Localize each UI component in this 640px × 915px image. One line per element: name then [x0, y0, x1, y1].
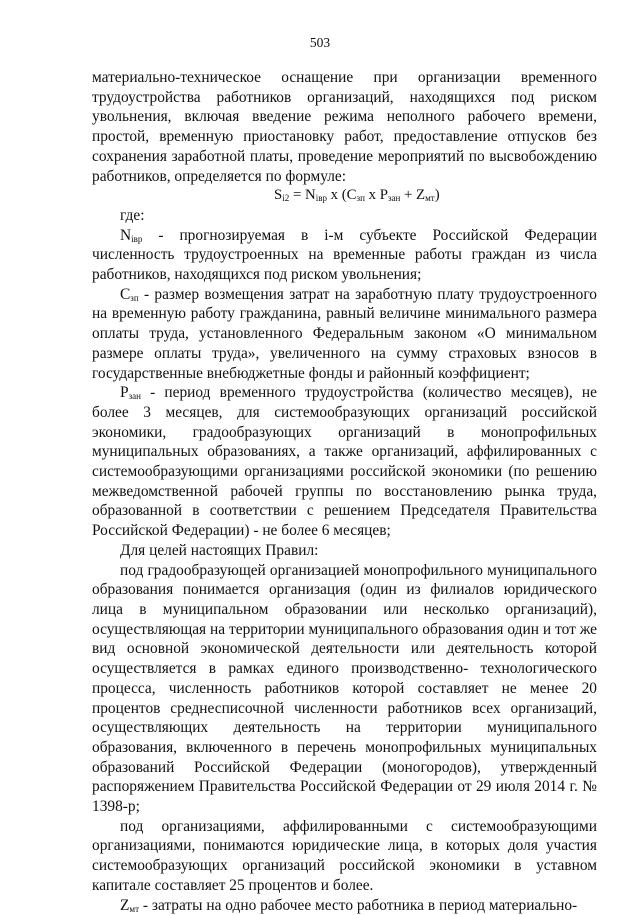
def-n-symbol: N [120, 226, 132, 244]
formula-z-sub: мт [425, 193, 435, 204]
definition-n [92, 226, 597, 285]
rules-intro: Для целей настоящих Правил: [120, 541, 319, 559]
formula [92, 186, 597, 206]
def-p-sub: зан [128, 391, 141, 402]
formula-mid3: + Z [400, 187, 426, 204]
formula-mid2: x P [364, 187, 388, 204]
def-z-symbol: Z [120, 896, 130, 914]
definition-c [92, 285, 597, 384]
formula-mid1: x (C [326, 187, 357, 204]
def-c-text: - размер возмещения затрат на заработную плату трудоустроенного на временную работу гражданина, равный величине минимального размера оплаты труда, установленного Федеральным законом «О минимальном размере оплаты труда», увеличенного на сумму страховых взносов в государственные внебюджетные фонды и районный коэффициент; [92, 285, 597, 382]
def-c-sub: зп [130, 292, 139, 303]
formula-eq: = N [289, 187, 316, 204]
formula-lhs-sub: i2 [282, 193, 290, 204]
def-c-symbol: C [120, 285, 131, 303]
formula-end: ) [434, 187, 440, 204]
def-n-text: - прогнозируемая в i-м субъекте Российской Федерации численность трудоустроенных на временные работы граждан из числа работников, находящихся под риском увольнения; [92, 226, 597, 284]
def-p-symbol: P [120, 384, 129, 402]
def-z-text: - затраты на одно рабочее место работника в период материально- [139, 896, 578, 914]
def-z-sub: мт [129, 903, 140, 914]
page-number: 503 [309, 35, 331, 50]
definition-z [92, 896, 597, 915]
def-n-sub: iвр [131, 233, 143, 244]
definition-p [92, 383, 597, 541]
where-label: где: [120, 206, 145, 224]
document-body [92, 68, 597, 915]
formula-lhs: S [274, 187, 283, 204]
formula-p-sub: зан [387, 193, 401, 204]
formula-n-sub: iвр [315, 193, 327, 204]
rule-city-forming: под градообразующей организацией монопрофильного муниципального образования понимается организация (один из филиалов юридического лица в муниципальном образовании или несколько организаций), осуществляющая на территории муниципального образования один и тот же вид основной экономической деятельности или деятельность которой осуществляется в рамках единого производственно- технологического процесса, численность работников которой составляет не менее 20 процентов среднесписочной численности работников всех организаций, осуществляющих деятельность на территории муниципального образования, включенного в перечень монопрофильных муниципальных образований Российской Федерации (моногородов), утвержденный распоряжением Правительства Российской Федерации от 29 июля 2014 г. № 1398-р; [92, 561, 597, 816]
rule-affiliated: под организациями, аффилированными с системообразующими организациями, понимаются юридические лица, в которых доля участия системообразующих организаций российской экономики в уставном капитале составляет 25 процентов и более. [92, 817, 597, 894]
def-p-text: - период временного трудоустройства (количество месяцев), не более 3 месяцев, для системообразующих организаций российской экономики, градообразующих организаций в монопрофильных муниципальных образованиях, а также организаций, аффилированных с системообразующими организациями российской экономики (по решению межведомственной рабочей группы по восстановлению рынка труда, образованной в соответствии с решением Председателя Правительства Российской Федерации) - не более 6 месяцев; [92, 384, 597, 540]
intro-paragraph: материально-техническое оснащение при организации временного трудоустройства работников организаций, находящихся под риском увольнения, включая введение режима неполного рабочего времени, простой, временную приостановку работ, предоставление отпусков без сохранения заработной платы, проведение мероприятий по высвобождению работников, определяется по формуле: [92, 69, 597, 185]
formula-c-sub: зп [356, 193, 365, 204]
